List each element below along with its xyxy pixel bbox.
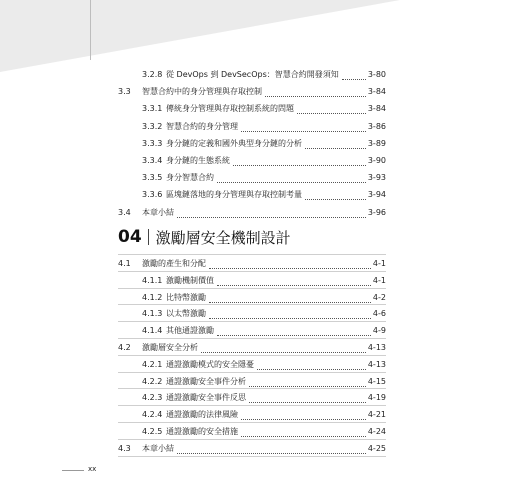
- toc-entry: [142, 289, 386, 306]
- toc-entry-page: 4-15: [367, 376, 386, 386]
- toc-entry-title: 智慧合約的身分管理: [166, 121, 238, 131]
- toc-entry-title: 本章小結: [142, 207, 174, 217]
- toc-entry-title: 激勵機制價值: [166, 275, 214, 285]
- dot-leader: [209, 267, 371, 269]
- toc-entry: [142, 66, 386, 83]
- dot-leader: [297, 112, 366, 114]
- chapter-title: 激勵層安全機制設計: [155, 228, 291, 247]
- toc-entry: [142, 322, 386, 339]
- dot-leader: [217, 181, 366, 183]
- toc-entry-number: 4.2.3: [142, 393, 163, 403]
- toc-entry-title: 身分鏈的生態系統: [166, 156, 230, 165]
- dot-leader: [305, 198, 366, 200]
- toc-entry: [142, 135, 386, 152]
- toc-entry-page: 3-89: [367, 138, 386, 148]
- toc-entry-page: 4-24: [367, 427, 386, 436]
- toc-entry-number: 3.4: [118, 207, 131, 217]
- toc-entry: [142, 169, 386, 186]
- dot-leader: [177, 216, 366, 218]
- toc-entry-page: 3-96: [367, 207, 386, 217]
- toc-entry-page: 4-9: [372, 326, 386, 336]
- toc-entry-number: 4.1.2: [142, 292, 163, 302]
- toc-entry-page: 3-86: [367, 121, 386, 131]
- toc-entry: [142, 100, 386, 117]
- toc-entry-number: 4.2.1: [142, 359, 163, 369]
- toc-entry-number: 4.3: [118, 443, 131, 453]
- toc-entry-page: 3-93: [367, 173, 386, 183]
- toc-entry-number: 4.2.5: [142, 427, 163, 436]
- toc-entry: [118, 339, 386, 356]
- toc-entry-title: 以太幣激勵: [166, 309, 206, 319]
- chapter-heading: [118, 226, 291, 248]
- toc-entry: [142, 272, 386, 289]
- toc-entry: [142, 389, 386, 406]
- toc-entry-title: 身分鏈的定義和國外典型身分鏈的分析: [166, 138, 302, 148]
- dot-leader: [249, 385, 366, 387]
- corner-rule: [90, 0, 91, 60]
- dot-leader: [177, 452, 366, 454]
- dot-leader: [342, 78, 366, 80]
- toc-entry-title: 其他通證激勵: [166, 326, 214, 336]
- corner-decoration: [0, 0, 400, 72]
- toc-entry: [142, 305, 386, 322]
- toc-entry-title: 激勵的產生和分配: [142, 259, 206, 268]
- dot-leader: [249, 401, 366, 403]
- dot-leader: [201, 351, 366, 353]
- toc-entry-title: 通證激勵模式的安全隱憂: [166, 359, 254, 369]
- toc-entry: [142, 118, 386, 135]
- toc-entry-page: 4-2: [372, 292, 386, 302]
- toc-entry-number: 4.1: [118, 259, 131, 268]
- toc-entry-number: 4.2.2: [142, 376, 163, 386]
- toc-entry-page: 4-13: [367, 343, 386, 352]
- toc-entry: [118, 255, 386, 272]
- toc-entry-title: 智慧合約中的身分管理與存取控制: [142, 87, 262, 97]
- toc-entry-page: 3-80: [367, 70, 386, 79]
- toc-entry-number: 3.3.3: [142, 138, 163, 148]
- dot-leader: [217, 334, 371, 336]
- toc-entry-number: 3.2.8: [142, 70, 163, 79]
- toc-entry-number: 3.3.4: [142, 156, 163, 165]
- toc-entry: [142, 356, 386, 373]
- toc-entry-title: 激勵層安全分析: [142, 343, 198, 352]
- dot-leader: [209, 317, 371, 319]
- toc-entry-number: 4.2.4: [142, 410, 163, 420]
- toc-entry-page: 4-19: [367, 393, 386, 403]
- toc-entry: [142, 152, 386, 169]
- toc-entry-title: 區塊鏈落地的身分管理與存取控制考量: [166, 190, 302, 200]
- toc-entry: [142, 373, 386, 390]
- toc-entry-number: 4.2: [118, 343, 131, 352]
- toc-entry-page: 3-84: [367, 104, 386, 114]
- dot-leader: [305, 147, 366, 149]
- chapter-divider: [148, 229, 149, 245]
- toc-entry-title: 通證激勵安全事件反思: [166, 393, 246, 403]
- toc-entry-page: 4-1: [372, 259, 386, 268]
- toc-entry-number: 3.3.1: [142, 104, 163, 114]
- toc-entry-title: 傳統身分管理與存取控制系統的問題: [166, 104, 294, 114]
- toc-entry-number: 3.3: [118, 87, 131, 97]
- toc-entry: [118, 83, 386, 100]
- toc-entry-page: 3-90: [367, 156, 386, 165]
- toc-entry: [118, 440, 386, 457]
- toc-entry-number: 4.1.4: [142, 326, 163, 336]
- dot-leader: [257, 368, 366, 370]
- chapter-number: 04: [118, 227, 142, 247]
- toc-entry-page: 3-84: [367, 87, 386, 97]
- row-separator: [118, 456, 386, 457]
- footer-page-number: xx: [88, 465, 97, 473]
- footer-rule: [62, 470, 84, 471]
- toc-entry-title: 通證激勵的安全措施: [166, 427, 238, 436]
- toc-entry-title: 通證激勵的法律風險: [166, 410, 238, 420]
- toc-entry: [118, 204, 386, 221]
- toc-entry: [142, 186, 386, 203]
- dot-leader: [241, 130, 366, 132]
- toc-entry-title: 通證激勵安全事件分析: [166, 376, 246, 386]
- toc-entry-page: 4-6: [372, 309, 386, 319]
- toc-entry-page: 4-25: [367, 443, 386, 453]
- toc-entry-page: 3-94: [367, 190, 386, 200]
- toc-entry-number: 3.3.6: [142, 190, 163, 200]
- dot-leader: [241, 435, 366, 437]
- toc-entry-page: 4-13: [367, 359, 386, 369]
- dot-leader: [233, 164, 366, 166]
- toc-entry-title: 比特幣激勵: [166, 292, 206, 302]
- dot-leader: [217, 284, 371, 286]
- toc-entry-number: 4.1.3: [142, 309, 163, 319]
- toc-entry-page: 4-21: [367, 410, 386, 420]
- toc-entry-number: 3.3.5: [142, 173, 163, 183]
- toc-entry-title: 身分智慧合約: [166, 173, 214, 183]
- dot-leader: [241, 418, 366, 420]
- toc-entry-title: 本章小結: [142, 443, 174, 453]
- dot-leader: [265, 95, 366, 97]
- toc-entry-number: 3.3.2: [142, 121, 163, 131]
- toc-entry-number: 4.1.1: [142, 275, 163, 285]
- toc-entry: [142, 423, 386, 440]
- toc-entry-title: 從 DevOps 到 DevSecOps：智慧合約開發須知: [166, 70, 339, 79]
- toc-entry-page: 4-1: [372, 275, 386, 285]
- dot-leader: [209, 301, 371, 303]
- toc-entry: [142, 406, 386, 423]
